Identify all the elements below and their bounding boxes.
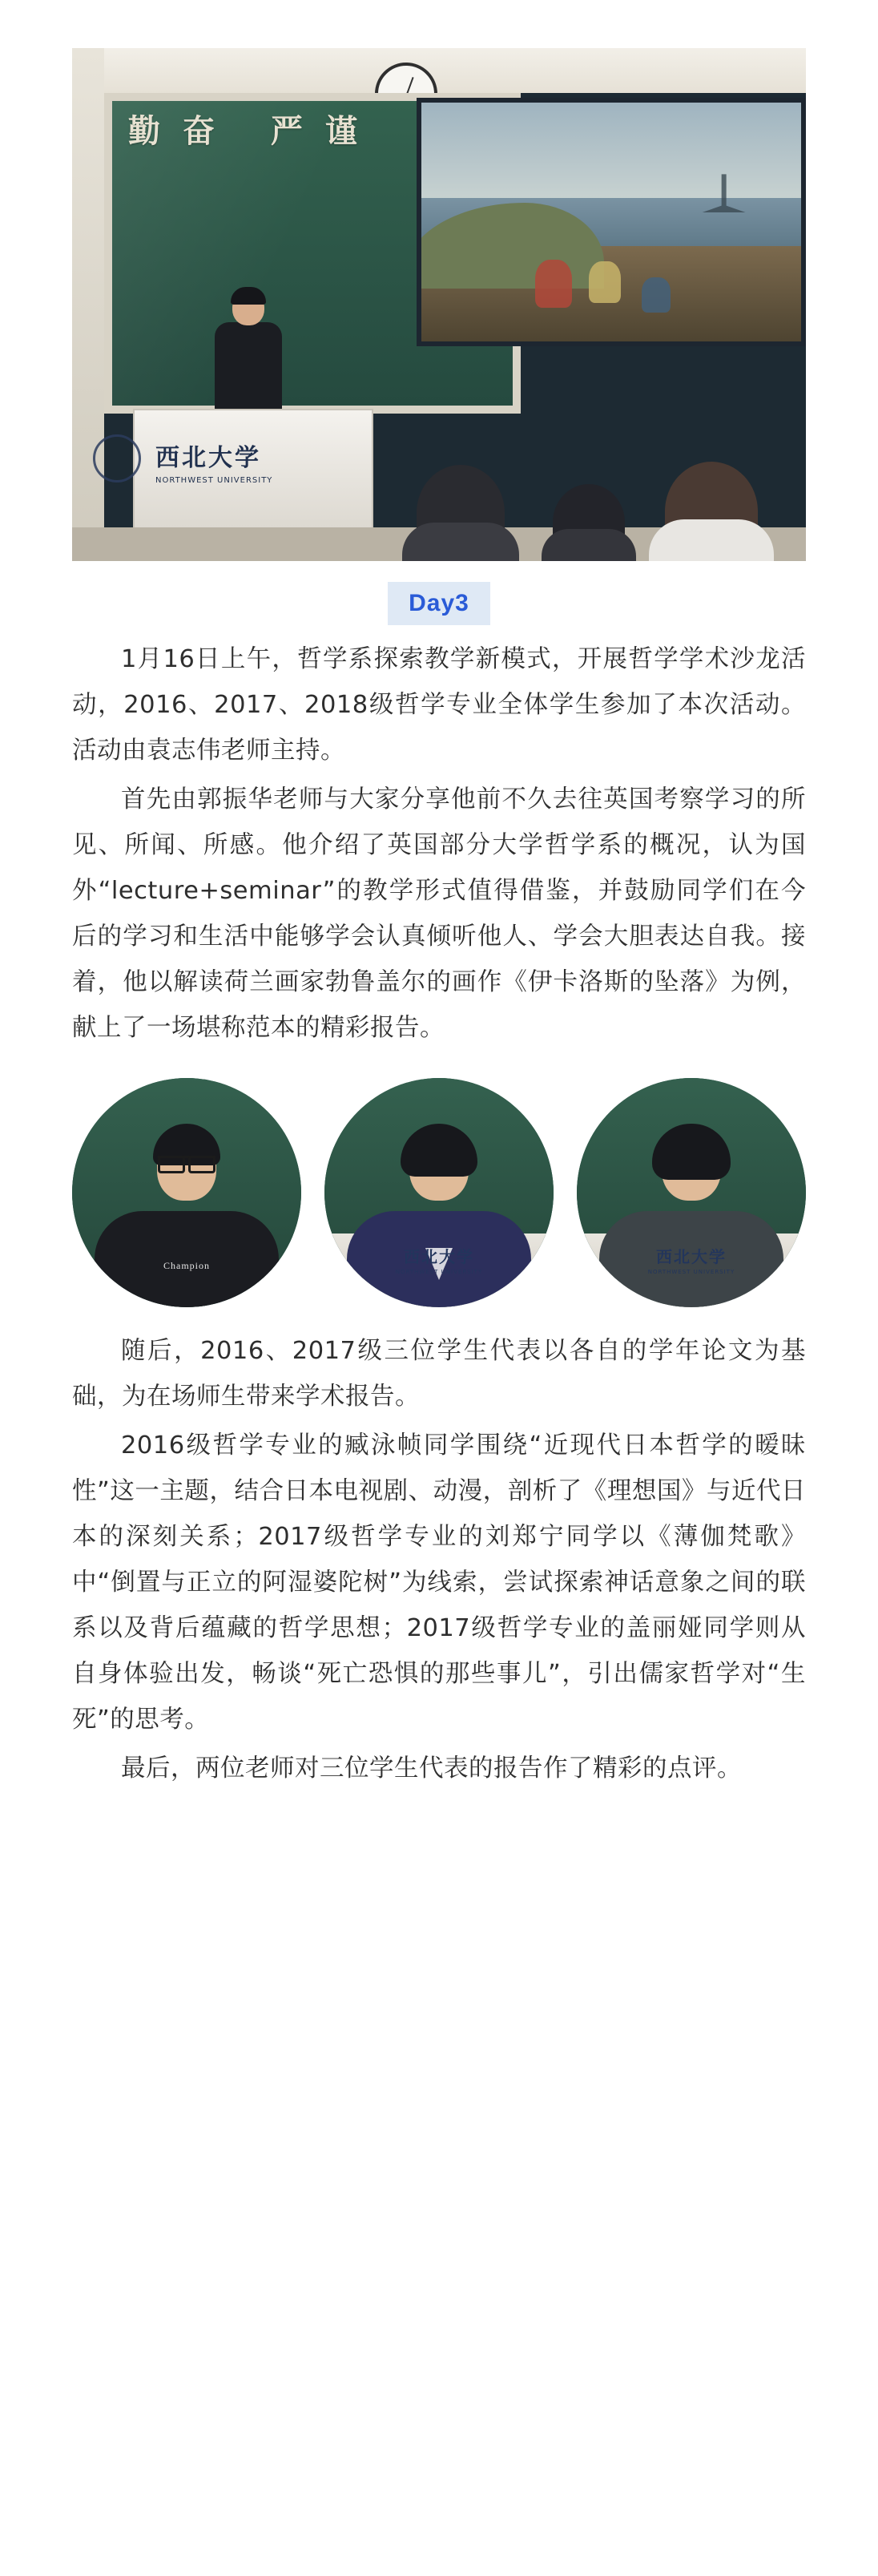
article-paragraph: 最后，两位老师对三位学生代表的报告作了精彩的点评。 bbox=[121, 1754, 742, 1783]
university-plaque bbox=[648, 1244, 735, 1275]
projection-figure bbox=[589, 261, 621, 303]
article-paragraph: 首先由郭振华老师与大家分享他前不久去往英国考察学习的所见、所闻、所感。他介绍了英国部分大学哲学系的概况，认为国外“lecture+seminar”的教学形式值得借鉴，并鼓励同学们在今后的学习和生活中能够学会认真倾听他人、学会大胆表达自我。接着，他以解读荷兰画家勃鲁盖尔的画作《伊卡洛斯的坠落》为例，献上了一场堪称范本的精彩报告。 bbox=[72, 785, 806, 1042]
wall-top bbox=[72, 48, 806, 93]
university-name-en: NORTHWEST UNIVERSITY bbox=[395, 1268, 483, 1275]
audience-person bbox=[553, 484, 625, 561]
glasses-icon bbox=[158, 1156, 215, 1171]
projection-screen bbox=[417, 98, 806, 346]
speaker-portrait bbox=[72, 1078, 301, 1307]
article-paragraph: 随后，2016、2017级三位学生代表以各自的学年论文为基础，为在场师生带来学术报告。 bbox=[72, 1337, 806, 1411]
day-badge-wrapper bbox=[72, 582, 806, 625]
university-seal-icon bbox=[93, 434, 141, 482]
audience-person bbox=[417, 465, 505, 561]
university-name-cn: 西北大学 bbox=[155, 444, 261, 472]
projection-figure bbox=[642, 277, 671, 313]
projection-sky bbox=[421, 103, 801, 212]
day-badge: Day3 bbox=[388, 582, 490, 625]
university-name-en: NORTHWEST UNIVERSITY bbox=[647, 1268, 735, 1275]
speaker-portrait bbox=[577, 1078, 806, 1307]
portrait-torso bbox=[95, 1211, 279, 1307]
speaker-portrait bbox=[324, 1078, 554, 1307]
university-name-en: NORTHWEST UNIVERSITY bbox=[155, 476, 273, 485]
blackboard-slogan: 勤奋 严谨 bbox=[128, 113, 380, 150]
article-paragraph: 2016级哲学专业的臧泳帧同学围绕“近现代日本哲学的暧昧性”这一主题，结合日本电视剧、动漫，剖析了《理想国》与近代日本的深刻关系；2017级哲学专业的刘郑宁同学以《薄伽梵歌》中“倒置与正立的阿湿婆陀树”为线索，尝试探索神话意象之间的联系以及背后蕴藏的哲学思想；2017级哲学专业的盖丽娅同学则从自身体验出发，畅谈“死亡恐惧的那些事儿”，引出儒家哲学对“生死”的思考。 bbox=[72, 1431, 806, 1734]
speaker-hair bbox=[231, 287, 266, 305]
wall-left bbox=[72, 48, 104, 561]
hero-classroom-photo bbox=[72, 48, 806, 561]
audience-person bbox=[665, 462, 758, 561]
university-name-cn: 西北大学 bbox=[404, 1246, 474, 1266]
university-plaque bbox=[155, 438, 272, 485]
lectern bbox=[133, 409, 373, 529]
projection-figure bbox=[535, 260, 572, 308]
speaker-portrait-row bbox=[72, 1078, 806, 1307]
speaker-person bbox=[210, 290, 287, 418]
university-name-cn: 西北大学 bbox=[656, 1246, 727, 1266]
article-paragraph: 1月16日上午，哲学系探索教学新模式，开展哲学学术沙龙活动，2016、2017、2018级哲学专业全体学生参加了本次活动。活动由袁志伟老师主持。 bbox=[72, 645, 806, 765]
portrait-brand-text: Champion bbox=[163, 1260, 210, 1271]
university-plaque bbox=[396, 1244, 483, 1275]
speaker-body bbox=[215, 322, 282, 418]
